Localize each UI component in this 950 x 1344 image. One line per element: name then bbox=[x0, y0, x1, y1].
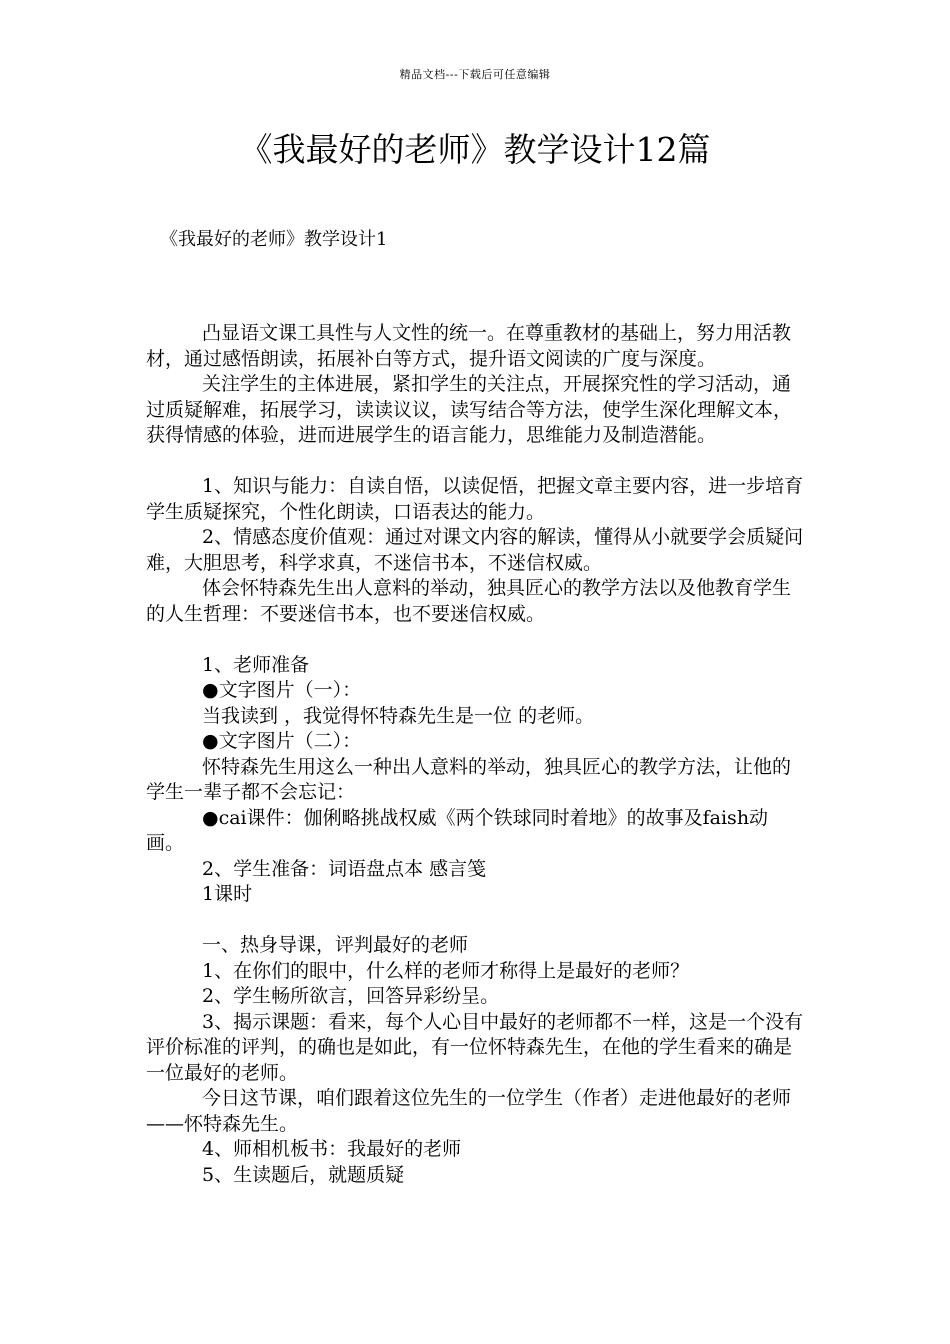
paragraph: 1、知识与能力：自读自悟，以读促悟，把握文章主要内容，进一步培育学生质疑探究，个性化朗读，口语表达的能力。 bbox=[146, 475, 804, 523]
paragraph-gap bbox=[146, 908, 806, 934]
paragraph: 怀特森先生用这么一种出人意料的举动，独具匠心的教学方法，让他的学生一辈子都不会忘记： bbox=[146, 755, 792, 803]
paragraph: 今日这节课，咱们跟着这位先生的一位学生（作者）走进他最好的老师——怀特森先生。 bbox=[146, 1087, 792, 1135]
paragraph: 1课时 bbox=[202, 883, 253, 905]
paragraph: 2、学生畅所欲言，回答异彩纷呈。 bbox=[202, 985, 500, 1007]
paragraph: ●文字图片（二）： bbox=[202, 730, 362, 752]
paragraph: 2、学生准备：词语盘点本 感言笺 bbox=[202, 857, 487, 880]
paragraph: 2、情感态度价值观：通过对课文内容的解读，懂得从小就要学会质疑问难，大胆思考，科学求真，不迷信书本，不迷信权威。 bbox=[146, 526, 804, 574]
paragraph: ●cai课件：伽俐略挑战权威《两个铁球同时着地》的故事及faish动画。 bbox=[146, 806, 769, 854]
paragraph-gap bbox=[146, 627, 806, 653]
section-heading: 《我最好的老师》教学设计1 bbox=[160, 229, 388, 250]
paragraph: 一、热身导课，评判最好的老师 bbox=[202, 934, 469, 956]
paragraph-gap bbox=[146, 449, 806, 475]
paragraph: 关注学生的主体进展，紧扣学生的关注点，开展探究性的学习活动，通过质疑解难，拓展学习，读读议议，读写结合等方法，使学生深化理解文本，获得情感的体验，进而进展学生的语言能力，思维能力及制造潜能。 bbox=[146, 373, 793, 446]
paragraph: 凸显语文课工具性与人文性的统一。在尊重教材的基础上，努力用活教材，通过感悟朗读，拓展补白等方式，提升语文阅读的广度与深度。 bbox=[146, 322, 792, 370]
page-header-note: 精品文档---下载后可任意编辑 bbox=[399, 68, 551, 81]
paragraph: ●文字图片（一）： bbox=[202, 679, 362, 701]
paragraph: 4、师相机板书：我最好的老师 bbox=[202, 1138, 462, 1160]
paragraph: 3、揭示课题：看来，每个人心目中最好的老师都不一样，这是一个没有评价标准的评判，的确也是如此，有一位怀特森先生，在他的学生看来的确是一位最好的老师。 bbox=[146, 1010, 804, 1084]
paragraph: 1、在你们的眼中，什么样的老师才称得上是最好的老师？ bbox=[202, 959, 690, 982]
paragraph: 体会怀特森先生出人意料的举动，独具匠心的教学方法以及他教育学生的人生哲理：不要迷信书本，也不要迷信权威。 bbox=[146, 577, 792, 625]
document-title: 《我最好的老师》教学设计12篇 bbox=[239, 130, 711, 169]
paragraph: 5、生读题后，就题质疑 bbox=[202, 1163, 405, 1186]
document-body bbox=[146, 321, 806, 1188]
paragraph: 当我读到 ，我觉得怀特森先生是一位 的老师。 bbox=[202, 704, 595, 727]
paragraph: 1、老师准备 bbox=[202, 653, 310, 676]
